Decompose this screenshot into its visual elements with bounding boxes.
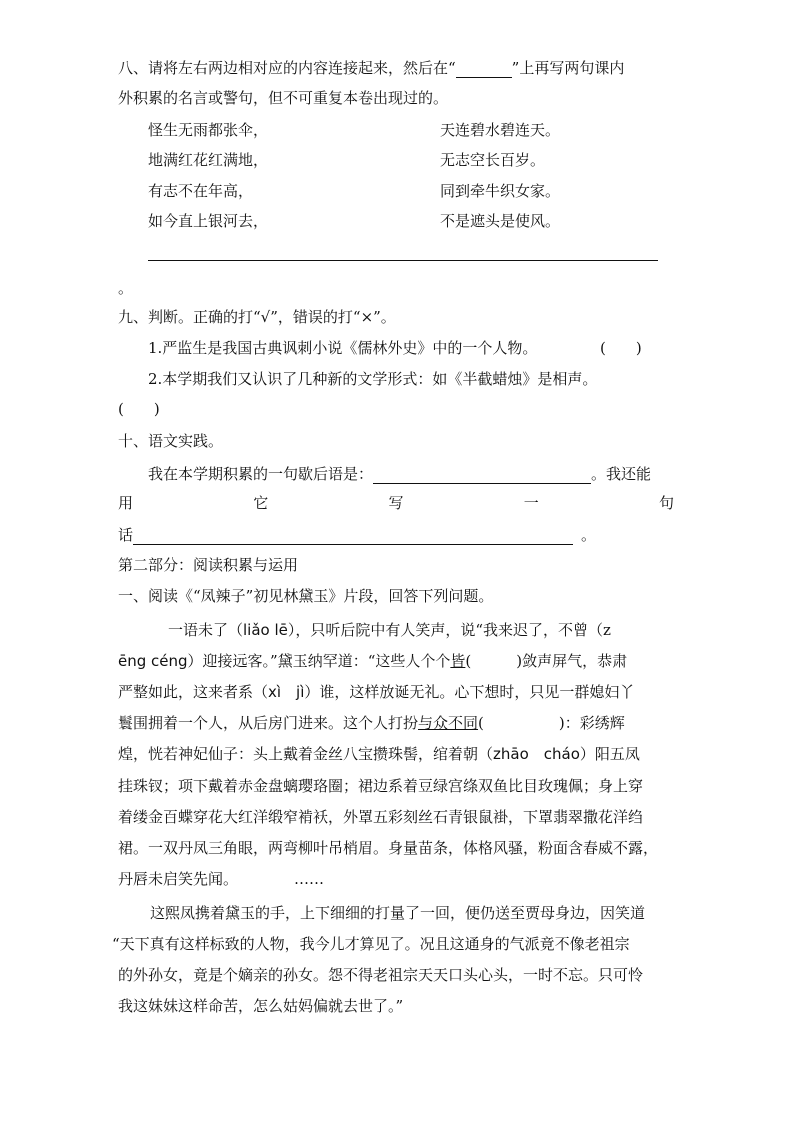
q10-line1-text: 我在本学期积累的一句歇后语是： (148, 465, 374, 483)
para1-line-8: 裙。一双丹凤三角眼，两弯柳叶吊梢眉。身量苗条，体格风骚，粉面含春威不露， (118, 839, 659, 857)
part2-title: 第二部分：阅读积累与运用 (118, 556, 299, 574)
para1-l2-text-c: ( )敛声屏气，恭肃 (465, 652, 628, 670)
para1-line-1 (168, 620, 611, 640)
q8-title-blank (456, 60, 512, 78)
q8-left-item-2[interactable]: 地满红花红满地， (148, 151, 269, 169)
pinyin-option-zhao: zhāo cháo (493, 745, 580, 763)
para2-line-1: 这熙凤携着黛玉的手，上下细细的打量了一回，便仍送至贾母身边，因笑道 (150, 904, 646, 922)
q10-word-1: 用 (118, 494, 134, 512)
q9-item-1-answer-paren[interactable]: ( ) (600, 339, 642, 357)
q10-line3-tail: 。 (581, 526, 597, 544)
q10-line-3 (118, 525, 596, 545)
q8-answer-line[interactable] (148, 260, 658, 261)
para1-line-4 (118, 713, 625, 733)
q8-title-line2: 外积累的名言或警句，但不可重复本卷出现过的。 (118, 89, 449, 107)
para2-line-2: “天下真有这样标致的人物，我今儿才算见了。况且这通身的气派竟不像老祖宗 (112, 935, 630, 953)
para1-line-7: 着缕金百蝶穿花大红洋缎窄褃袄，外罩五彩刻丝石青银鼠褂，下罩翡翠撒花洋绉 (118, 808, 644, 826)
para1-l9-text: 丹唇未启笑先闻。 (118, 870, 239, 888)
para1-line-9 (118, 869, 324, 889)
q8-left-item-4[interactable]: 如今直上银河去， (148, 212, 269, 230)
q10-title: 十、语文实践。 (118, 432, 224, 450)
para2-line-4: 我这妹妹这样命苦，怎么姑妈偏就去世了。” (118, 997, 404, 1015)
para1-line-3 (118, 682, 634, 702)
q10-line-2 (118, 493, 674, 513)
q10-word-2: 它 (253, 494, 269, 512)
para1-line-6: 挂珠钗；项下戴着赤金盘螭璎珞圈；裙边系着豆绿宫绦双鱼比目玫瑰佩；身上穿 (118, 777, 644, 795)
q9-item-2-answer-paren[interactable]: ( ) (118, 400, 160, 418)
ellipsis: …… (294, 870, 325, 888)
q8-title-part1: 八、请将左右两边相对应的内容连接起来，然后在“ (118, 59, 456, 77)
para1-l3-text-a: 严整如此，这来者系（ (118, 683, 269, 701)
part2-q1-title: 一、阅读《“凤辣子”初见林黛玉》片段，回答下列问题。 (118, 587, 494, 605)
para1-line-2 (118, 651, 627, 671)
q10-xiehouyu-blank[interactable] (373, 466, 591, 484)
q8-left-item-3[interactable]: 有志不在年高， (148, 182, 254, 200)
q8-right-item-1[interactable]: 天连碧水碧连天。 (440, 121, 561, 139)
para1-l1-text-b: ），只听后院中有人笑声，说“我来迟了，不曾（z (287, 621, 611, 639)
q8-title-part2: ”上再写两句课内 (511, 59, 625, 77)
para1-l5-text-b: ）阳五凤 (579, 745, 640, 763)
q10-line1-tail: 。我还能 (591, 465, 652, 483)
para1-l3-text-b: ）谁，这样放诞无礼。心下想时，只见一群媳妇丫 (304, 683, 635, 701)
q8-title-line1 (118, 58, 624, 78)
para1-line-5 (118, 744, 640, 764)
q9-item-1: 1.严监生是我国古典讽刺小说《儒林外史》中的一个人物。 (148, 339, 538, 357)
q8-right-item-4[interactable]: 不是遮头是使风。 (440, 212, 561, 230)
underlined-word-yuzhongbutong: 与众不同 (418, 714, 479, 732)
q10-word-3: 写 (388, 494, 404, 512)
q10-word-5: 句 (658, 494, 674, 512)
para1-l1-text-a: 一语未了（ (168, 621, 244, 639)
q8-end-mark: 。 (118, 279, 134, 297)
q8-right-item-2[interactable]: 无志空长百岁。 (440, 151, 546, 169)
para2-line-3: 的外孙女，竟是个嫡亲的孙女。怨不得老祖宗天天口头心头，一时不忘。只可怜 (118, 966, 644, 984)
q9-item-2: 2.本学期我们又认识了几种新的文学形式：如《半截蜡烛》是相声。 (148, 370, 598, 388)
para1-l5-text-a: 煌，恍若神妃仙子：头上戴着金丝八宝攒珠髻，绾着朝（ (118, 745, 494, 763)
pinyin-option-zeng: ēng céng (118, 652, 188, 670)
q10-line3-text: 话 (118, 526, 134, 544)
para1-l4-text-b: ( )：彩绣辉 (478, 714, 625, 732)
q10-word-4: 一 (523, 494, 539, 512)
para1-l4-text-a: 鬟围拥着一个人，从后房门进来。这个人打扮 (118, 714, 419, 732)
q9-title: 九、判断。正确的打“√”，错误的打“×”。 (118, 308, 396, 326)
q10-sentence-blank[interactable] (133, 527, 573, 545)
underlined-word-jie: 皆 (450, 652, 466, 670)
q8-right-item-3[interactable]: 同到牵牛织女家。 (440, 182, 561, 200)
q8-left-item-1[interactable]: 怪生无雨都张伞， (148, 121, 269, 139)
q10-line-1 (148, 464, 651, 484)
para1-l2-text-b: ）迎接远客。”黛玉纳罕道：“这些人个个 (187, 652, 451, 670)
pinyin-option-xi: xì jì (268, 683, 305, 701)
pinyin-option-liao: liǎo lē (243, 621, 288, 639)
